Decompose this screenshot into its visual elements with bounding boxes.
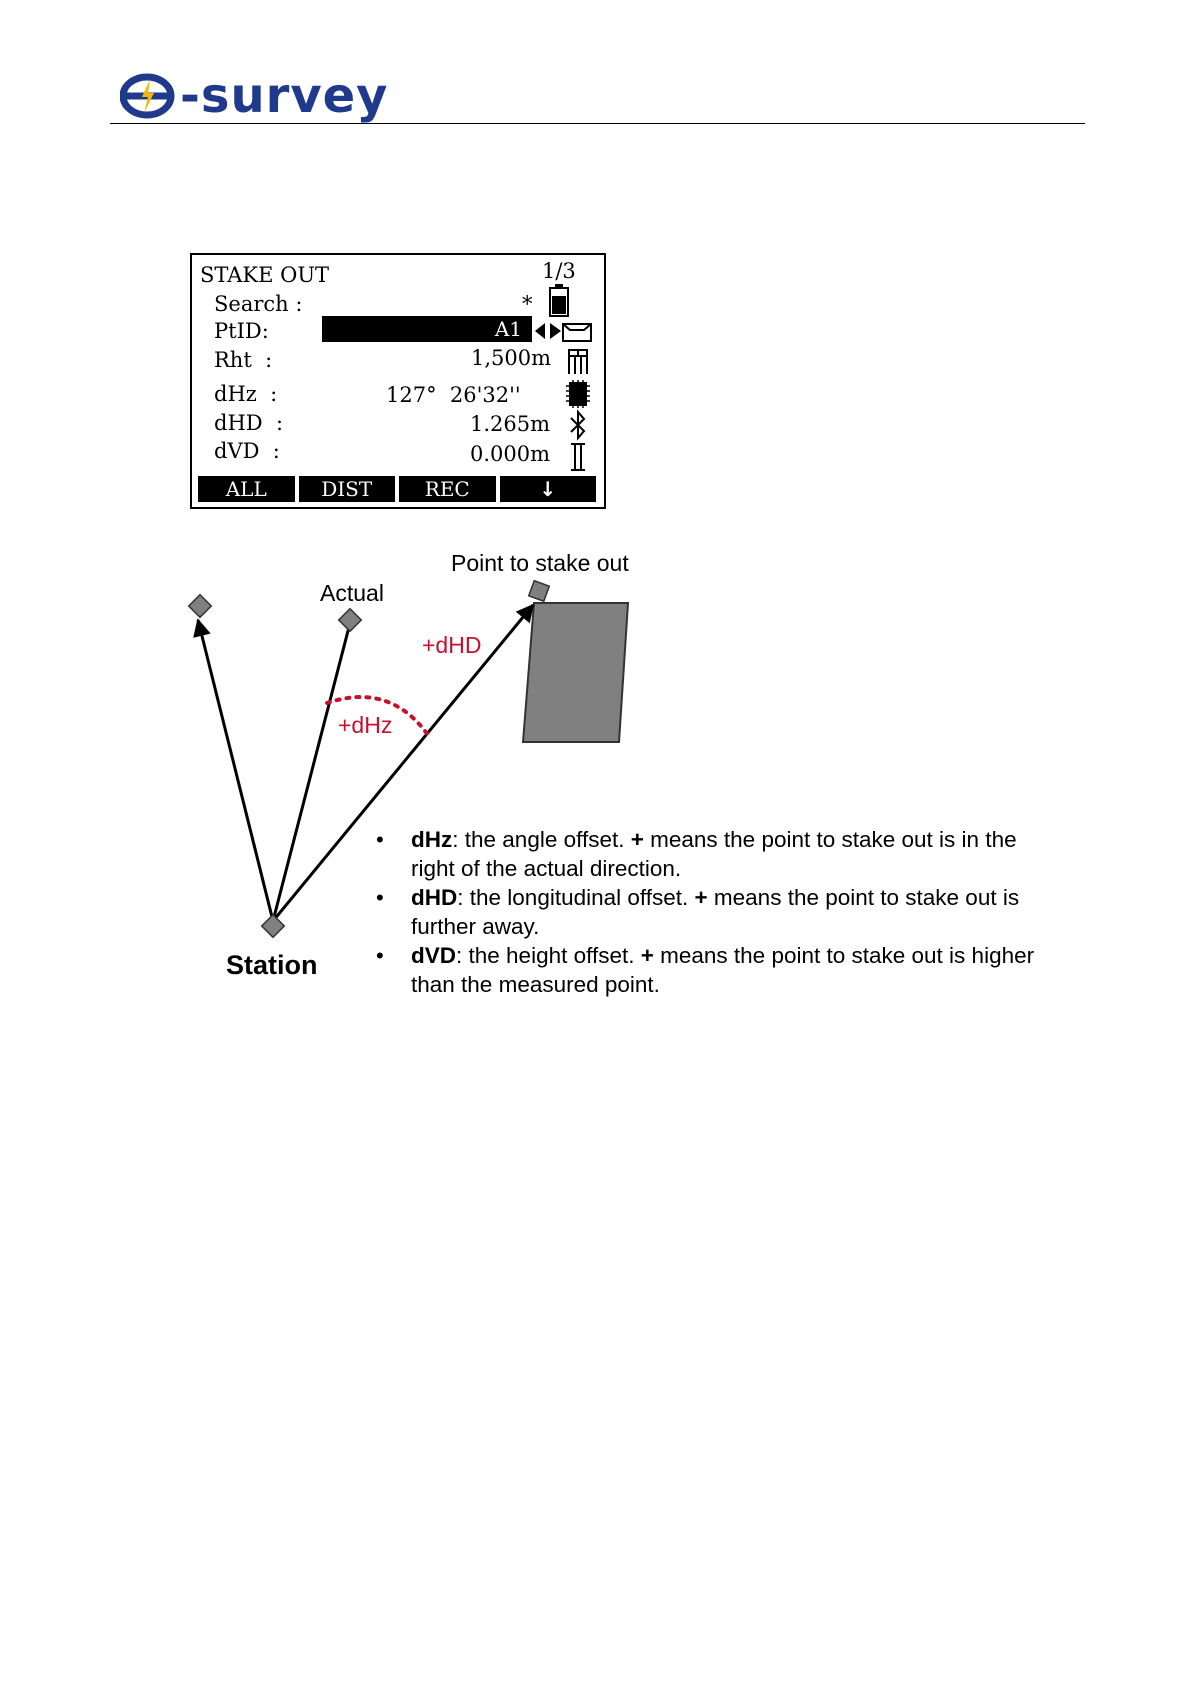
line-to-left-point: [198, 620, 273, 921]
row-label-ptid: PtID:: [214, 319, 269, 343]
building-shape: [523, 603, 628, 742]
page-indicator: 1/3: [542, 259, 576, 283]
softkey-all[interactable]: ALL: [198, 476, 295, 502]
left-point-marker: [189, 595, 212, 618]
note-dhz: • dHz: the angle offset. + means the point to stake out is in the right of the actual direction.: [370, 825, 1050, 883]
softkey-dist[interactable]: DIST: [299, 476, 396, 502]
row-label-dhd: dHD :: [214, 411, 284, 435]
stake-point-marker: [529, 581, 550, 602]
label-station: Station: [226, 950, 318, 980]
label-point-to-stake-out: Point to stake out: [451, 550, 629, 576]
actual-point-marker: [339, 609, 362, 632]
brand-name: -survey: [180, 68, 389, 124]
ptid-value: A1: [494, 317, 522, 341]
note-dvd: • dVD: the height offset. + means the point to stake out is higher than the measured point.: [370, 941, 1050, 999]
row-value-dhz: 127° 26'32'': [386, 383, 521, 407]
row-value-search[interactable]: *: [522, 292, 533, 316]
row-label-dhz: dHz :: [214, 382, 278, 406]
softkey-rec[interactable]: REC: [399, 476, 496, 502]
label-actual: Actual: [320, 580, 384, 606]
row-value-dhd: 1.265m: [470, 412, 551, 436]
row-label-search: Search :: [214, 292, 303, 316]
label-plus-dhd: +dHD: [422, 632, 482, 658]
softkey-next-page[interactable]: ↓: [500, 476, 597, 502]
station-marker: [262, 915, 285, 938]
row-label-dvd: dVD :: [214, 439, 280, 463]
notes-list: [370, 825, 1050, 999]
note-dhd: • dHD: the longitudinal offset. + means the point to stake out is further away.: [370, 883, 1050, 941]
row-label-rht: Rht :: [214, 348, 273, 372]
row-value-dvd: 0.000m: [470, 442, 551, 466]
screen-title: STAKE OUT: [200, 263, 330, 287]
label-plus-dhz: +dHz: [338, 712, 393, 738]
row-value-rht: 1,500m: [471, 346, 552, 370]
